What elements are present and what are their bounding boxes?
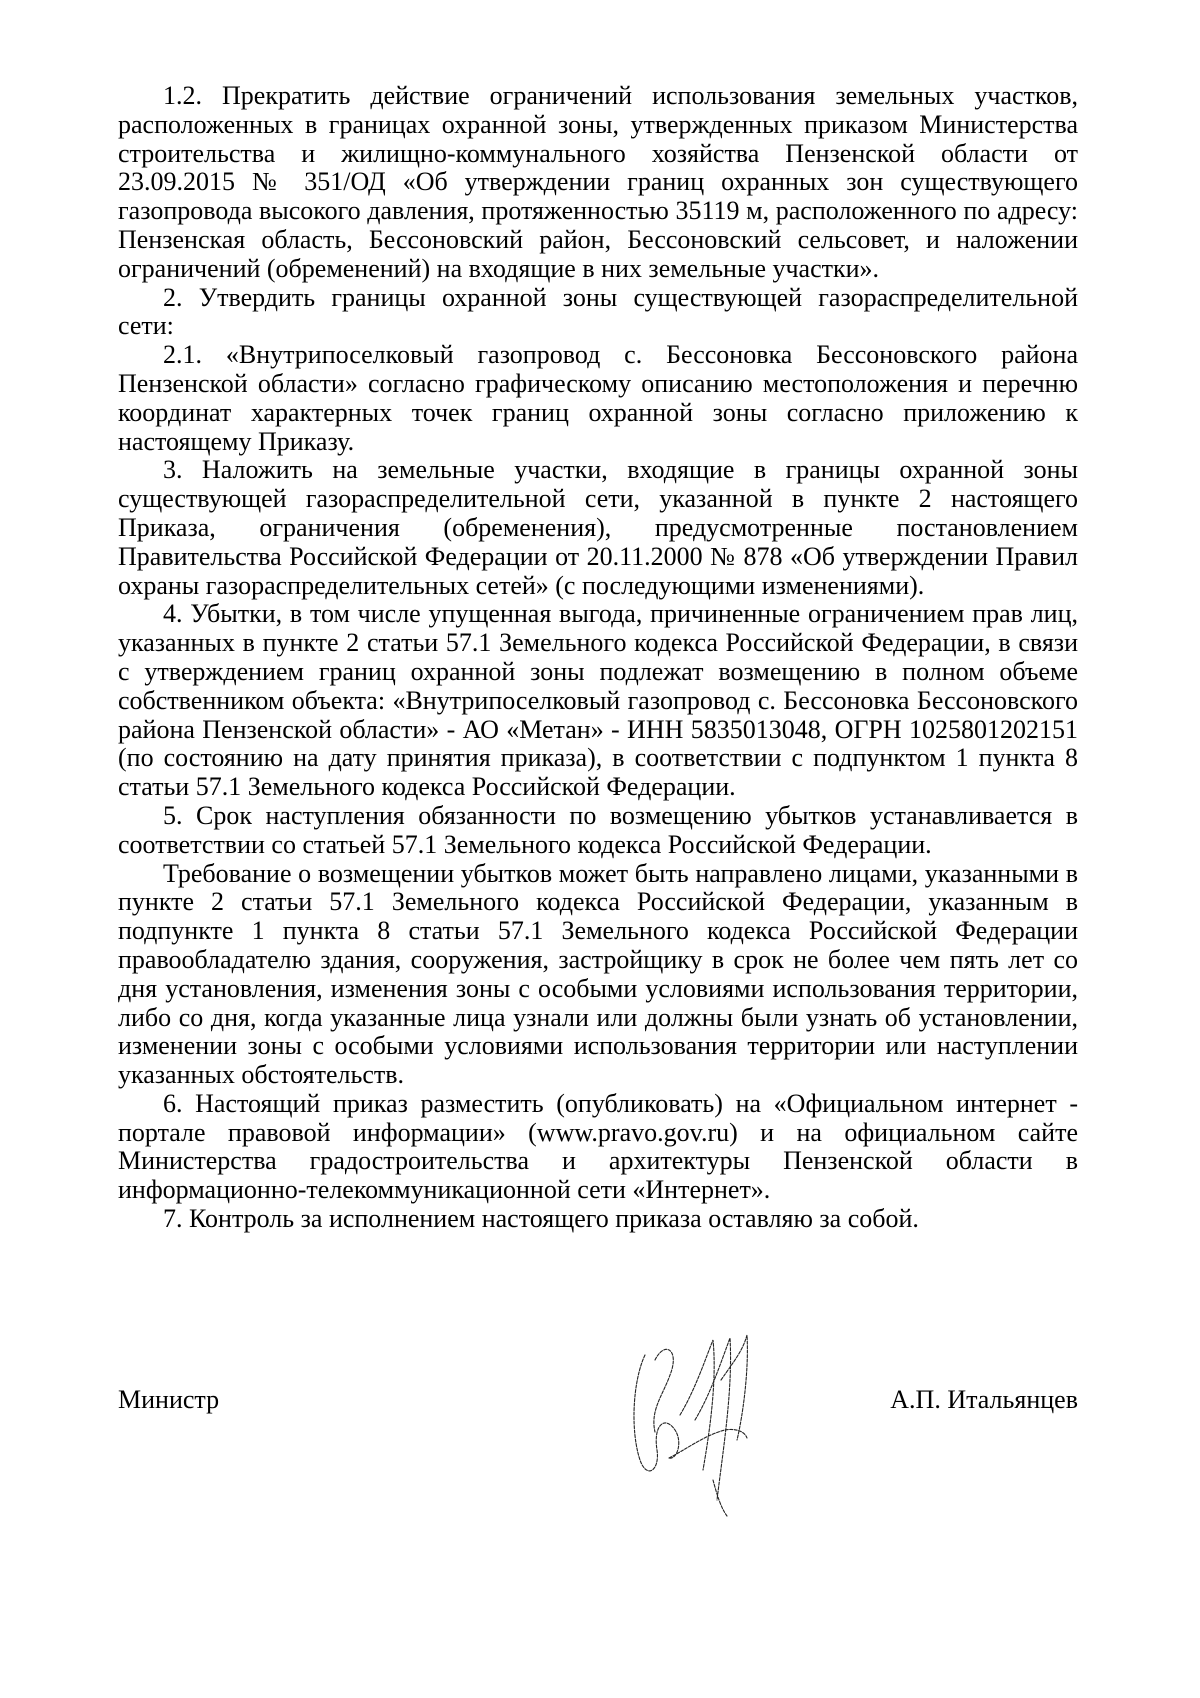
paragraph-3: 3. Наложить на земельные участки, входящие в границы охранной зоны существующей газораспределительной сети, указанной в пункте 2 настоящего Приказа, ограничения (обременения), предусмотренные постановлением Правительства Российской Федерации от 20.11.2000 № 878 «Об утверждении Правил охраны газораспределительных сетей» (с последующими изменениями).	[118, 455, 1078, 600]
paragraph-2-1: 2.1. «Внутрипоселковый газопровод с. Бессоновка Бессоновского района Пензенской области» согласно графическому описанию местоположения и перечню координат характерных точек границ охранной зоны согласно приложению к настоящему Приказу.	[118, 340, 1078, 456]
document-body	[118, 82, 1078, 1234]
paragraph-6: 6. Настоящий приказ разместить (опубликовать) на «Официальном интернет - портале правовой информации» (www.pravo.gov.ru) и на официальном сайте Министерства градостроительства и архитектуры Пензенской области в информационно-телекоммуникационной сети «Интернет».	[118, 1088, 1078, 1205]
paragraph-7: 7. Контроль за исполнением настоящего приказа оставляю за собой.	[163, 1204, 919, 1234]
signatory-name: А.П. Итальянцев	[890, 1385, 1078, 1414]
paragraph-5-requirement: Требование о возмещении убытков может быть направлено лицами, указанными в пункте 2 статьи 57.1 Земельного кодекса Российской Федерации, указанным в подпункте 1 пункта 8 статьи 57.1 Земельного кодекса Российской Федерации правообладателю здания, сооружения, застройщику в срок не более чем пять лет со дня установления, изменения зоны с особыми условиями использования территории, либо со дня, когда указанные лица узнали или должны были узнать об установлении, изменении зоны с особыми условиями использования территории или наступлении указанных обстоятельств.	[118, 858, 1078, 1090]
signatory-position: Министр	[118, 1385, 220, 1414]
paragraph-5: 5. Срок наступления обязанности по возмещению убытков устанавливается в соответствии со статьей 57.1 Земельного кодекса Российской Федерации.	[118, 800, 1078, 859]
signature-block	[118, 1385, 1078, 1425]
handwritten-signature	[625, 1320, 775, 1520]
paragraph-4: 4. Убытки, в том числе упущенная выгода, причиненные ограничением прав лиц, указанных в пункте 2 статьи 57.1 Земельного кодекса Российской Федерации, в связи с утверждением границ охранной зоны подлежат возмещению в полном объеме собственником объекта: «Внутрипоселковый газопровод с. Бессоновка Бессоновского района Пензенской области» - АО «Метан» - ИНН 5835013048, ОГРН 1025801202151 (по состоянию на дату принятия приказа), в соответствии с подпунктом 1 пункта 8 статьи 57.1 Земельного кодекса Российской Федерации.	[118, 599, 1078, 802]
paragraph-2: 2. Утвердить границы охранной зоны существующей газораспределительной сети:	[118, 282, 1078, 341]
paragraph-1-2: 1.2. Прекратить действие ограничений использования земельных участков, расположенных в границах охранной зоны, утвержденных приказом Министерства строительства и жилищно-коммунального хозяйства Пензенской области от 23.09.2015 № 351/ОД «Об утверждении границ охранных зон существующего газопровода высокого давления, протяженностью 35119 м, расположенного по адресу: Пензенская область, Бессоновский район, Бессоновский сельсовет, и наложении ограничений (обременений) на входящие в них земельные участки».	[118, 81, 1078, 283]
